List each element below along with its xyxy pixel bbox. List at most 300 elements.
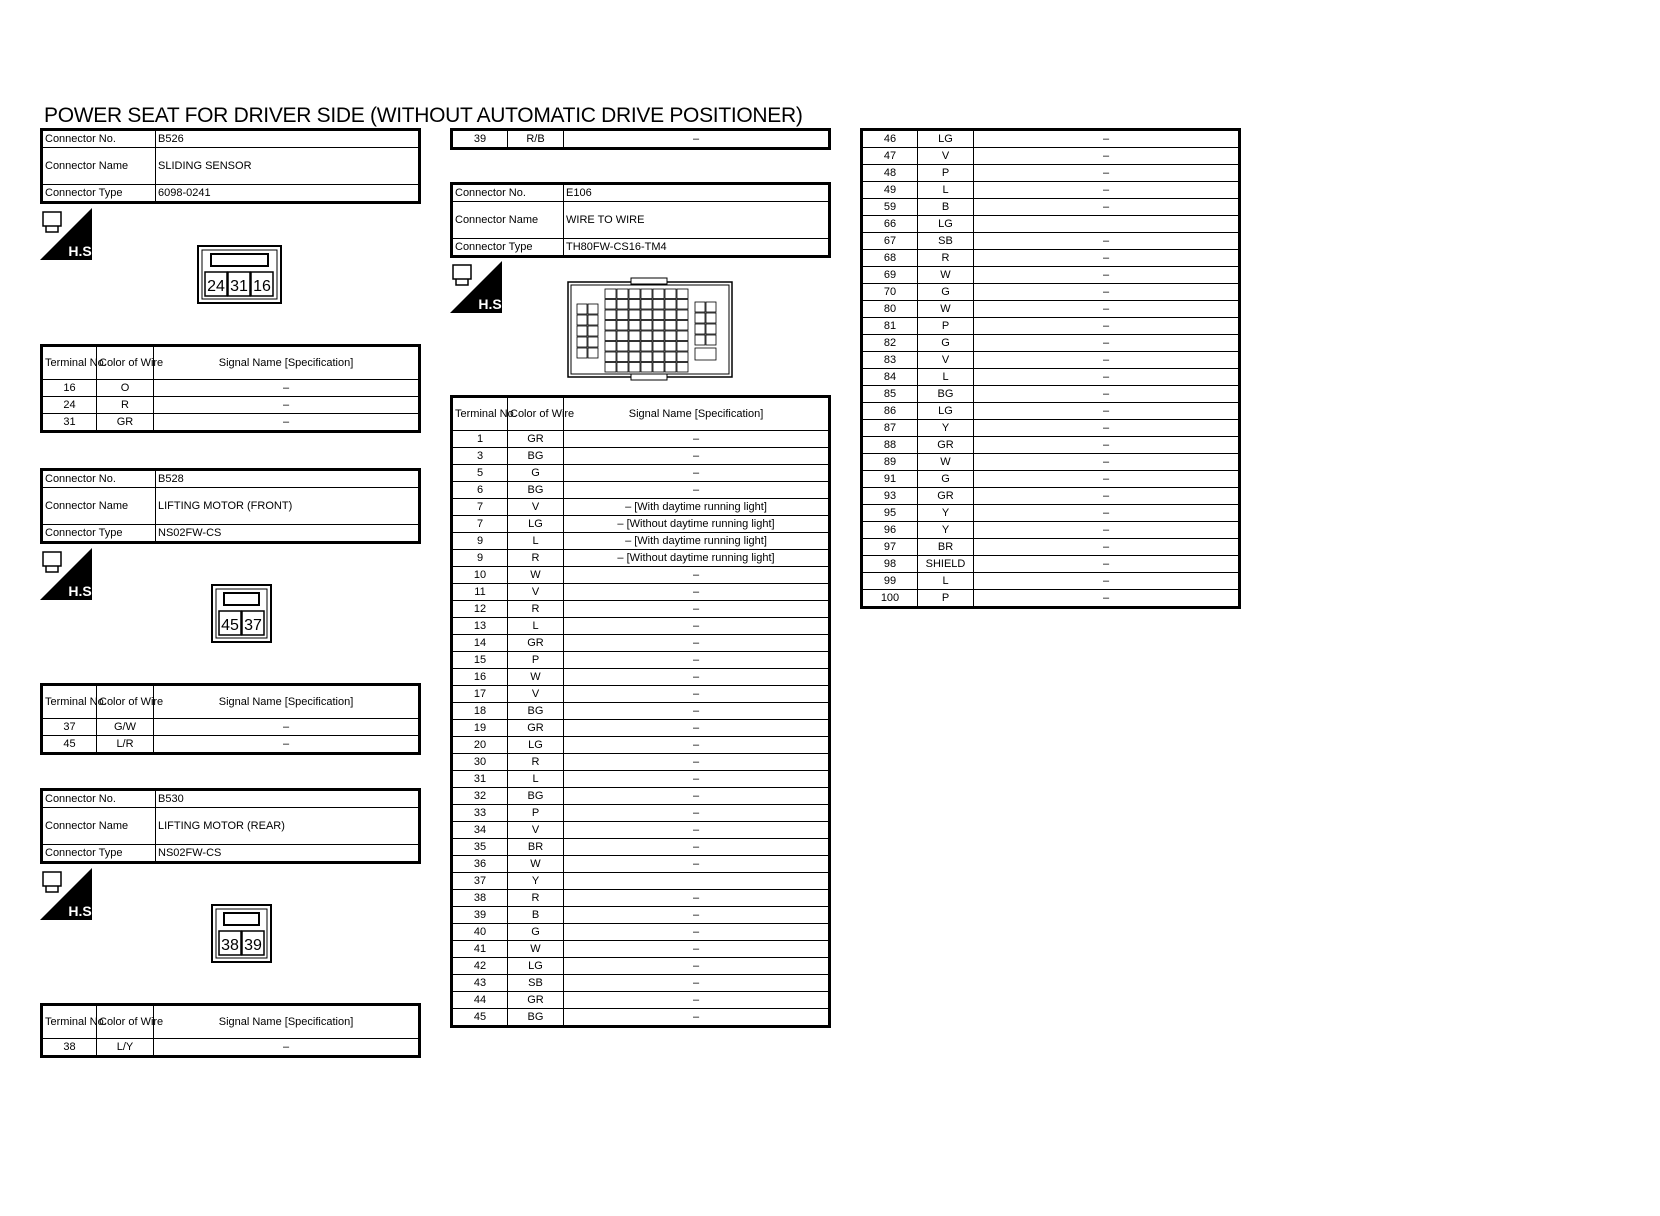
table-row: [452, 873, 830, 890]
connector-b528-face: [211, 584, 272, 643]
terminal-no: 11: [452, 584, 508, 601]
terminal-no: 84: [862, 369, 918, 386]
pin-label: 38: [221, 937, 239, 954]
pin-cavity: [577, 304, 587, 314]
connector-b528-info: Connector No. B528 Connector Name LIFTING MOTOR (FRONT) Connector Type NS02FW-CS: [40, 468, 421, 544]
pin-cavity: [605, 321, 616, 331]
terminal-no: 42: [452, 958, 508, 975]
terminal-no: 19: [452, 720, 508, 737]
wire-color: GR: [508, 992, 564, 1009]
pin-cavity: [641, 300, 652, 310]
signal-name: –: [974, 352, 1240, 369]
connector-type: NS02FW-CS: [156, 845, 420, 863]
signal-name: –: [974, 488, 1240, 505]
terminal-no: 44: [452, 992, 508, 1009]
wire-color: W: [918, 267, 974, 284]
signal-name: –: [974, 284, 1240, 301]
pin-cavity: [677, 331, 688, 341]
pin-cavity: [653, 331, 664, 341]
hs-label: H.S.: [68, 243, 96, 259]
pin-cavity: [677, 352, 688, 362]
table-row: [452, 584, 830, 601]
table-row: [452, 686, 830, 703]
pin-cavity: [588, 348, 598, 358]
pin-cavity: [577, 337, 587, 347]
pin-cavity: [706, 302, 716, 312]
terminal-no: 45: [452, 1009, 508, 1027]
table-row: [862, 590, 1240, 608]
terminal-no: 67: [862, 233, 918, 250]
pin-cavity: [641, 321, 652, 331]
wire-color: R: [918, 250, 974, 267]
pin-cavity: [629, 352, 640, 362]
wire-color: V: [508, 686, 564, 703]
terminal-no: 82: [862, 335, 918, 352]
pin-cavity: [706, 335, 716, 345]
terminal-no: 40: [452, 924, 508, 941]
table-row: [452, 771, 830, 788]
wire-color: GR: [918, 437, 974, 454]
wire-color: BG: [508, 1009, 564, 1027]
wire-color: L: [508, 533, 564, 550]
wire-color: SHIELD: [918, 556, 974, 573]
terminal-table-e106: Terminal No. Color of Wire Signal Name [Specification] 1 GR – 3 BG – 5 G – 6 BG – 7 V – [With daytime running light] 7 LG – [Without daytime running light] 9 L – [With daytime running light] 9 R – [Without daytime running light] 10 W – 11 V – 12 R – 13 L – 14 GR – 15 P – 16 W – 17 V – 18 BG – 19 GR – 20 LG – 30 R – 31 L – 32 BG – 33 P – 34 V – 35 BR – 36 W – 37 Y 38 R – 39 B – 40 G – 41 W – 42 LG – 43 SB – 44 GR – 45 BG –: [450, 395, 831, 1028]
wire-color: P: [508, 652, 564, 669]
pin-cavity: [588, 315, 598, 325]
pin-cavity: [665, 363, 676, 373]
terminal-no: 5: [452, 465, 508, 482]
table-row: [862, 352, 1240, 369]
pin-cavity: [653, 321, 664, 331]
pin-cavity: [665, 321, 676, 331]
pin-cavity: [617, 342, 628, 352]
table-row: [452, 737, 830, 754]
pin-cavity: [677, 310, 688, 320]
signal-name: –: [564, 805, 830, 822]
table-row: [452, 924, 830, 941]
pin-cavity: [665, 342, 676, 352]
table-row: [452, 448, 830, 465]
table-row: [862, 403, 1240, 420]
pin-cavity: [706, 313, 716, 323]
signal-name: –: [974, 165, 1240, 182]
signal-name: –: [564, 652, 830, 669]
wire-color: G: [918, 335, 974, 352]
signal-name: –: [564, 601, 830, 618]
signal-name: –: [974, 318, 1240, 335]
wire-color: R: [508, 890, 564, 907]
wire-color: L: [918, 369, 974, 386]
terminal-no: 99: [862, 573, 918, 590]
harness-side-icon: [40, 208, 96, 260]
terminal-table-e106-continued: [860, 128, 1241, 609]
signal-name: –: [564, 737, 830, 754]
terminal-no: 83: [862, 352, 918, 369]
pin-cavity: [629, 363, 640, 373]
pin-cavity: [641, 289, 652, 299]
wire-color: W: [508, 567, 564, 584]
pin-cavity: [641, 363, 652, 373]
terminal-no: 18: [452, 703, 508, 720]
wire-color: W: [508, 856, 564, 873]
connector-type: 6098-0241: [156, 185, 420, 203]
pin-label: 39: [244, 937, 262, 954]
signal-name: –: [564, 584, 830, 601]
pin-label: 16: [253, 278, 271, 295]
connector-type: TH80FW-CS16-TM4: [564, 239, 830, 257]
signal-name: –: [974, 369, 1240, 386]
signal-name: –: [974, 403, 1240, 420]
pin-cavity: [577, 348, 587, 358]
terminal-no: 96: [862, 522, 918, 539]
table-row: 24 R –: [42, 397, 420, 414]
signal-name: –: [564, 720, 830, 737]
signal-name: – [Without daytime running light]: [564, 550, 830, 567]
label-connector-type: Connector Type: [42, 185, 156, 203]
terminal-no: 6: [452, 482, 508, 499]
table-row: [452, 890, 830, 907]
pin-label: 24: [207, 278, 225, 295]
pin-cavity: [605, 310, 616, 320]
wire-color: GR: [508, 720, 564, 737]
signal-name: –: [974, 556, 1240, 573]
wire-color: P: [918, 590, 974, 608]
terminal-no: 32: [452, 788, 508, 805]
wire-color: Y: [508, 873, 564, 890]
signal-name: –: [564, 890, 830, 907]
wire-color: B: [508, 907, 564, 924]
wire-color: W: [508, 941, 564, 958]
wire-color: Y: [918, 522, 974, 539]
wire-color: Y: [918, 420, 974, 437]
table-row: [452, 635, 830, 652]
terminal-table-b530-continued: [450, 128, 831, 150]
terminal-no: 70: [862, 284, 918, 301]
wire-color: LG: [508, 516, 564, 533]
wire-color: V: [508, 822, 564, 839]
table-row: [862, 556, 1240, 573]
table-row: [452, 601, 830, 618]
table-row: [452, 822, 830, 839]
pin-cavity: [641, 310, 652, 320]
terminal-no: 68: [862, 250, 918, 267]
table-row: [452, 720, 830, 737]
pin-cavity: [617, 363, 628, 373]
pin-cavity: [588, 337, 598, 347]
table-row: 37 G/W –: [42, 719, 420, 736]
terminal-no: 15: [452, 652, 508, 669]
table-row: [862, 454, 1240, 471]
e106-pin-grid: [577, 289, 716, 372]
terminal-no: 69: [862, 267, 918, 284]
wire-color: BG: [508, 703, 564, 720]
harness-side-icon: [40, 868, 96, 920]
pin-cavity: [653, 352, 664, 362]
table-row: [452, 992, 830, 1009]
label-connector-no: Connector No.: [42, 130, 156, 148]
wire-color: LG: [918, 403, 974, 420]
harness-side-icon: [40, 548, 96, 600]
table-row: [862, 233, 1240, 250]
terminal-no: 95: [862, 505, 918, 522]
pin-cavity: [665, 300, 676, 310]
signal-name: – [With daytime running light]: [564, 499, 830, 516]
signal-name: –: [974, 386, 1240, 403]
signal-name: –: [564, 992, 830, 1009]
wire-color: GR: [918, 488, 974, 505]
table-row: [452, 907, 830, 924]
pin-cavity: [677, 342, 688, 352]
wire-color: G: [918, 284, 974, 301]
signal-name: –: [564, 448, 830, 465]
pin-cavity: [605, 331, 616, 341]
table-row: [452, 550, 830, 567]
signal-name: –: [974, 420, 1240, 437]
table-row: [452, 958, 830, 975]
table-row: [452, 788, 830, 805]
terminal-no: 20: [452, 737, 508, 754]
table-row: [862, 335, 1240, 352]
signal-name: –: [974, 573, 1240, 590]
table-row: [452, 465, 830, 482]
pin-cavity: [617, 289, 628, 299]
table-row: [862, 386, 1240, 403]
pin-label: 31: [230, 278, 248, 295]
pin-cavity: [706, 324, 716, 334]
connector-b526-face: [197, 245, 282, 304]
connector-name: LIFTING MOTOR (FRONT): [156, 488, 420, 525]
table-row: [862, 318, 1240, 335]
connector-name: WIRE TO WIRE: [564, 202, 830, 239]
svg-text:H.S.: H.S.: [68, 583, 96, 599]
page-title: POWER SEAT FOR DRIVER SIDE (WITHOUT AUTOMATIC DRIVE POSITIONER): [44, 104, 803, 127]
signal-name: –: [564, 941, 830, 958]
wire-color: GR: [508, 431, 564, 448]
signal-name: –: [564, 839, 830, 856]
table-row: [452, 499, 830, 516]
signal-name: –: [974, 233, 1240, 250]
wire-color: R: [508, 601, 564, 618]
terminal-no: 88: [862, 437, 918, 454]
terminal-no: 43: [452, 975, 508, 992]
wire-color: SB: [918, 233, 974, 250]
col-terminal-no: Terminal No.: [42, 346, 97, 380]
signal-name: –: [564, 822, 830, 839]
terminal-no: 39: [452, 907, 508, 924]
pin-label: 45: [221, 617, 239, 634]
wire-color: LG: [918, 216, 974, 233]
wire-color: LG: [918, 130, 974, 148]
pin-cavity: [677, 300, 688, 310]
wire-color: SB: [508, 975, 564, 992]
connector-no: E106: [564, 184, 830, 202]
table-row: [862, 437, 1240, 454]
wire-color: G: [508, 465, 564, 482]
pin-cavity: [695, 348, 716, 360]
pin-label: 37: [244, 617, 262, 634]
pin-cavity: [617, 300, 628, 310]
wire-color: LG: [508, 958, 564, 975]
wire-color: V: [918, 148, 974, 165]
pin-cavity: [653, 289, 664, 299]
terminal-no: 49: [862, 182, 918, 199]
table-row: [862, 216, 1240, 233]
wire-color: W: [918, 454, 974, 471]
wire-color: R: [508, 754, 564, 771]
signal-name: –: [564, 465, 830, 482]
terminal-no: 35: [452, 839, 508, 856]
wire-color: L: [508, 771, 564, 788]
signal-name: –: [974, 199, 1240, 216]
terminal-no: 33: [452, 805, 508, 822]
pin-cavity: [617, 321, 628, 331]
table-row: [452, 533, 830, 550]
pin-cavity: [588, 326, 598, 336]
connector-no: B528: [156, 470, 420, 488]
terminal-no: 12: [452, 601, 508, 618]
terminal-no: 100: [862, 590, 918, 608]
wire-color: BG: [508, 482, 564, 499]
pin-cavity: [665, 310, 676, 320]
terminal-no: 7: [452, 516, 508, 533]
table-row: [452, 669, 830, 686]
table-row: [862, 165, 1240, 182]
pin-cavity: [641, 331, 652, 341]
wire-color: LG: [508, 737, 564, 754]
signal-name: –: [974, 522, 1240, 539]
pin-cavity: [617, 310, 628, 320]
terminal-no: 41: [452, 941, 508, 958]
wire-color: BG: [508, 448, 564, 465]
wire-color: Y: [918, 505, 974, 522]
terminal-no: 81: [862, 318, 918, 335]
terminal-no: 13: [452, 618, 508, 635]
table-row: [452, 1009, 830, 1027]
terminal-no: 34: [452, 822, 508, 839]
table-row: 39 R/B –: [452, 130, 830, 149]
table-row: [452, 618, 830, 635]
table-row: [452, 754, 830, 771]
signal-name: –: [974, 335, 1240, 352]
svg-text:H.S.: H.S.: [68, 903, 96, 919]
signal-name: –: [974, 471, 1240, 488]
harness-side-icon: [450, 261, 506, 313]
signal-name: –: [974, 505, 1240, 522]
signal-name: [974, 216, 1240, 233]
signal-name: –: [564, 431, 830, 448]
pin-cavity: [605, 363, 616, 373]
wire-color: BR: [918, 539, 974, 556]
col-color-of-wire: Color of Wire: [97, 346, 154, 380]
signal-name: – [With daytime running light]: [564, 533, 830, 550]
table-row: [862, 148, 1240, 165]
terminal-no: 80: [862, 301, 918, 318]
terminal-no: 37: [452, 873, 508, 890]
wire-color: GR: [508, 635, 564, 652]
pin-cavity: [677, 289, 688, 299]
terminal-no: 66: [862, 216, 918, 233]
table-row: 16 O –: [42, 380, 420, 397]
connector-b530-face: [211, 904, 272, 963]
connector-b530-info: Connector No. B530 Connector Name LIFTING MOTOR (REAR) Connector Type NS02FW-CS: [40, 788, 421, 864]
pin-cavity: [629, 321, 640, 331]
table-row: [862, 505, 1240, 522]
signal-name: –: [564, 924, 830, 941]
terminal-no: 85: [862, 386, 918, 403]
wire-color: W: [918, 301, 974, 318]
connector-e106-info: Connector No. E106 Connector Name WIRE TO WIRE Connector Type TH80FW-CS16-TM4: [450, 182, 831, 258]
signal-name: –: [564, 618, 830, 635]
wire-color: V: [508, 584, 564, 601]
label-connector-name: Connector Name: [42, 148, 156, 185]
signal-name: –: [974, 250, 1240, 267]
signal-name: –: [564, 856, 830, 873]
pin-cavity: [605, 289, 616, 299]
terminal-no: 9: [452, 533, 508, 550]
signal-name: – [Without daytime running light]: [564, 516, 830, 533]
pin-cavity: [577, 326, 587, 336]
wire-color: L: [508, 618, 564, 635]
pin-cavity: [629, 300, 640, 310]
table-row: [862, 301, 1240, 318]
signal-name: –: [974, 539, 1240, 556]
table-row: [862, 284, 1240, 301]
table-row: [452, 975, 830, 992]
table-row: [862, 420, 1240, 437]
terminal-no: 48: [862, 165, 918, 182]
table-row: [862, 573, 1240, 590]
terminal-no: 89: [862, 454, 918, 471]
pin-cavity: [695, 335, 705, 345]
table-row: [862, 250, 1240, 267]
connector-e106-face: [567, 277, 733, 381]
wire-color: G: [918, 471, 974, 488]
signal-name: –: [564, 958, 830, 975]
signal-name: –: [974, 267, 1240, 284]
signal-name: –: [974, 148, 1240, 165]
signal-name: –: [564, 907, 830, 924]
table-row: [452, 482, 830, 499]
table-row: [452, 567, 830, 584]
signal-name: –: [974, 437, 1240, 454]
wire-color: BG: [508, 788, 564, 805]
terminal-no: 93: [862, 488, 918, 505]
terminal-no: 31: [452, 771, 508, 788]
wire-color: L: [918, 573, 974, 590]
connector-no: B526: [156, 130, 420, 148]
signal-name: –: [974, 301, 1240, 318]
terminal-table-b528: Terminal No. Color of Wire Signal Name [Specification] 37 G/W – 45 L/R –: [40, 683, 421, 755]
table-row: [452, 431, 830, 448]
signal-name: –: [564, 567, 830, 584]
table-row: 38 L/Y –: [42, 1039, 420, 1057]
terminal-no: 14: [452, 635, 508, 652]
table-row: [862, 522, 1240, 539]
wire-color: R: [508, 550, 564, 567]
pin-cavity: [695, 302, 705, 312]
terminal-no: 10: [452, 567, 508, 584]
connector-type: NS02FW-CS: [156, 525, 420, 543]
wire-color: L: [918, 182, 974, 199]
table-row: [862, 267, 1240, 284]
pin-cavity: [665, 289, 676, 299]
terminal-no: 86: [862, 403, 918, 420]
terminal-no: 38: [452, 890, 508, 907]
wire-color: P: [918, 165, 974, 182]
table-row: [862, 488, 1240, 505]
pin-cavity: [629, 342, 640, 352]
pin-cavity: [629, 331, 640, 341]
